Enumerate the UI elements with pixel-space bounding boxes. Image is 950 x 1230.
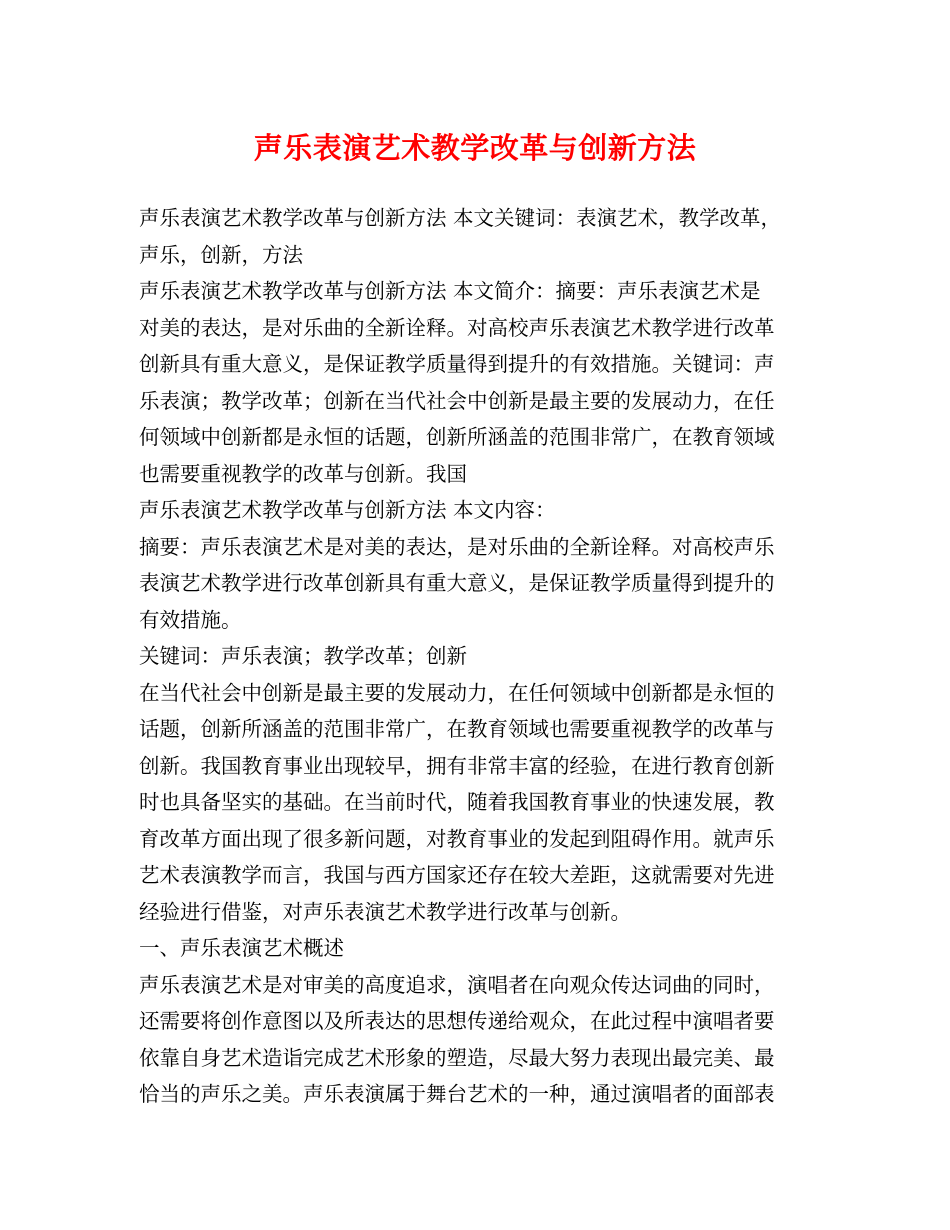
body-line: 乐表演；教学改革；创新在当代社会中创新是最主要的发展动力，在任 [139,388,775,413]
document-title: 声乐表演艺术教学改革与创新方法 [253,131,697,165]
body-line: 何领域中创新都是永恒的话题，创新所涵盖的范围非常广，在教育领域 [139,425,775,449]
body-line: 育改革方面出现了很多新问题，对教育事业的发起到阻碍作用。就声乐 [139,826,775,851]
body-line: 声乐，创新，方法 [139,242,303,267]
body-line: 声乐表演艺术教学改革与创新方法 本文内容： [139,498,556,522]
document-body [139,200,829,1113]
body-line: 创新具有重大意义，是保证教学质量得到提升的有效措施。关键词：声 [139,352,775,376]
body-line: 也需要重视教学的改革与创新。我国 [139,461,467,486]
body-line: 对美的表达，是对乐曲的全新诠释。对高校声乐表演艺术教学进行改革 [139,315,775,340]
body-line: 声乐表演艺术教学改革与创新方法 本文简介：摘要：声乐表演艺术是 [139,279,761,303]
body-line: 表演艺术教学进行改革创新具有重大意义，是保证教学质量得到提升的 [139,571,775,595]
body-line: 声乐表演艺术教学改革与创新方法 本文关键词：表演艺术，教学改革， [139,206,782,230]
body-line: 关键词：声乐表演；教学改革；创新 [139,644,467,668]
body-line: 有效措施。 [139,607,242,632]
body-line: 时也具备坚实的基础。在当前时代，随着我国教育事业的快速发展，教 [139,790,775,814]
section-heading: 一、声乐表演艺术概述 [139,936,344,960]
body-line: 经验进行借鉴，对声乐表演艺术教学进行改革与创新。 [139,899,631,924]
body-line: 艺术表演教学而言，我国与西方国家还存在较大差距，这就需要对先进 [139,863,775,887]
body-line: 还需要将创作意图以及所表达的思想传递给观众，在此过程中演唱者要 [139,1009,775,1033]
body-line: 恰当的声乐之美。声乐表演属于舞台艺术的一种，通过演唱者的面部表 [139,1082,775,1106]
body-line: 话题，创新所涵盖的范围非常广，在教育领域也需要重视教学的改革与 [139,717,775,741]
body-line: 摘要：声乐表演艺术是对美的表达，是对乐曲的全新诠释。对高校声乐 [139,534,775,559]
body-line: 声乐表演艺术是对审美的高度追求，演唱者在向观众传达词曲的同时， [139,972,775,997]
body-line: 创新。我国教育事业出现较早，拥有非常丰富的经验，在进行教育创新 [139,753,775,778]
body-line: 在当代社会中创新是最主要的发展动力，在任何领域中创新都是永恒的 [139,680,775,705]
body-line: 依靠自身艺术造诣完成艺术形象的塑造，尽最大努力表现出最完美、最 [139,1045,775,1070]
